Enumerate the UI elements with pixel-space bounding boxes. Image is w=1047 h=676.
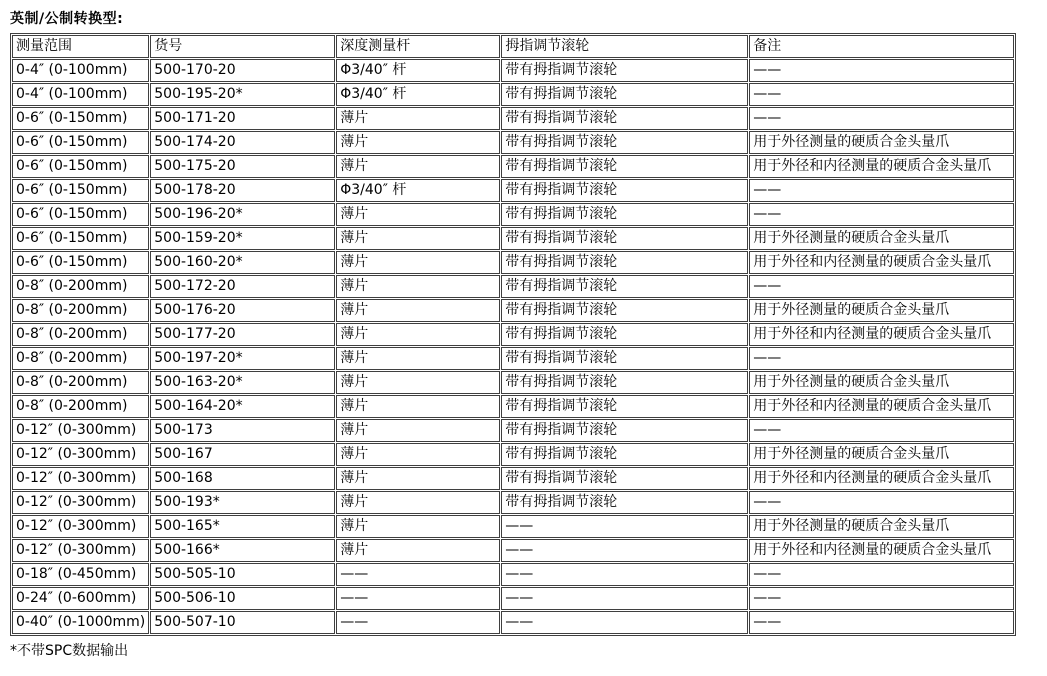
table-cell: 500-197-20* bbox=[150, 347, 335, 370]
table-row bbox=[12, 323, 1014, 346]
table-cell: —— bbox=[336, 563, 500, 586]
table-cell: 带有拇指调节滚轮 bbox=[501, 419, 748, 442]
table-cell: —— bbox=[749, 59, 1014, 82]
table-cell: —— bbox=[749, 419, 1014, 442]
table-cell: 500-176-20 bbox=[150, 299, 335, 322]
table-cell: 用于外径和内径测量的硬质合金头量爪 bbox=[749, 155, 1014, 178]
table-cell: —— bbox=[501, 515, 748, 538]
spec-table bbox=[10, 33, 1016, 636]
table-cell: 带有拇指调节滚轮 bbox=[501, 443, 748, 466]
table-cell: 500-168 bbox=[150, 467, 335, 490]
table-row bbox=[12, 395, 1014, 418]
table-cell: 0-12″ (0-300mm) bbox=[12, 443, 149, 466]
table-row bbox=[12, 83, 1014, 106]
footnote: *不带SPC数据输出 bbox=[10, 643, 129, 659]
table-cell: 带有拇指调节滚轮 bbox=[501, 275, 748, 298]
table-cell: 0-12″ (0-300mm) bbox=[12, 515, 149, 538]
table-row bbox=[12, 131, 1014, 154]
table-cell: 带有拇指调节滚轮 bbox=[501, 491, 748, 514]
table-cell: 500-193* bbox=[150, 491, 335, 514]
table-cell: —— bbox=[336, 587, 500, 610]
table-row bbox=[12, 275, 1014, 298]
table-cell: 500-178-20 bbox=[150, 179, 335, 202]
table-cell: 薄片 bbox=[336, 443, 500, 466]
table-cell: 用于外径测量的硬质合金头量爪 bbox=[749, 299, 1014, 322]
table-cell: 0-6″ (0-150mm) bbox=[12, 179, 149, 202]
table-cell: 薄片 bbox=[336, 107, 500, 130]
table-cell: Φ3/40″ 杆 bbox=[336, 59, 500, 82]
table-cell: 带有拇指调节滚轮 bbox=[501, 395, 748, 418]
column-header: 拇指调节滚轮 bbox=[501, 35, 748, 58]
table-row bbox=[12, 491, 1014, 514]
page-title: 英制/公制转换型: bbox=[10, 11, 124, 27]
table-cell: 0-8″ (0-200mm) bbox=[12, 323, 149, 346]
table-cell: 500-166* bbox=[150, 539, 335, 562]
table-row bbox=[12, 443, 1014, 466]
table-row bbox=[12, 587, 1014, 610]
table-cell: 0-12″ (0-300mm) bbox=[12, 467, 149, 490]
table-cell: 用于外径和内径测量的硬质合金头量爪 bbox=[749, 395, 1014, 418]
table-cell: 薄片 bbox=[336, 371, 500, 394]
table-row bbox=[12, 203, 1014, 226]
table-cell: 薄片 bbox=[336, 515, 500, 538]
table-row bbox=[12, 251, 1014, 274]
table-cell: 0-6″ (0-150mm) bbox=[12, 203, 149, 226]
table-cell: 0-12″ (0-300mm) bbox=[12, 419, 149, 442]
table-row bbox=[12, 467, 1014, 490]
table-row bbox=[12, 539, 1014, 562]
table-cell: —— bbox=[749, 83, 1014, 106]
table-cell: 用于外径测量的硬质合金头量爪 bbox=[749, 227, 1014, 250]
table-cell: 薄片 bbox=[336, 491, 500, 514]
table-cell: 500-159-20* bbox=[150, 227, 335, 250]
table-cell: 带有拇指调节滚轮 bbox=[501, 371, 748, 394]
column-header: 备注 bbox=[749, 35, 1014, 58]
table-cell: 0-40″ (0-1000mm) bbox=[12, 611, 149, 634]
table-cell: 0-12″ (0-300mm) bbox=[12, 539, 149, 562]
table-cell: 带有拇指调节滚轮 bbox=[501, 107, 748, 130]
table-cell: 500-175-20 bbox=[150, 155, 335, 178]
table-row bbox=[12, 347, 1014, 370]
table-cell: —— bbox=[749, 179, 1014, 202]
table-cell: 薄片 bbox=[336, 203, 500, 226]
table-cell: 薄片 bbox=[336, 155, 500, 178]
table-cell: —— bbox=[749, 203, 1014, 226]
table-cell: 带有拇指调节滚轮 bbox=[501, 467, 748, 490]
table-cell: 用于外径测量的硬质合金头量爪 bbox=[749, 131, 1014, 154]
table-cell: 0-4″ (0-100mm) bbox=[12, 83, 149, 106]
table-cell: 用于外径测量的硬质合金头量爪 bbox=[749, 371, 1014, 394]
table-row bbox=[12, 155, 1014, 178]
table-cell: 0-8″ (0-200mm) bbox=[12, 275, 149, 298]
table-cell: 0-8″ (0-200mm) bbox=[12, 395, 149, 418]
table-cell: 带有拇指调节滚轮 bbox=[501, 323, 748, 346]
table-cell: 500-160-20* bbox=[150, 251, 335, 274]
table-cell: 带有拇指调节滚轮 bbox=[501, 155, 748, 178]
table-cell: —— bbox=[501, 587, 748, 610]
table-cell: 薄片 bbox=[336, 467, 500, 490]
table-cell: 薄片 bbox=[336, 227, 500, 250]
table-cell: —— bbox=[501, 539, 748, 562]
table-cell: 0-8″ (0-200mm) bbox=[12, 371, 149, 394]
table-row bbox=[12, 563, 1014, 586]
table-row bbox=[12, 611, 1014, 634]
table-cell: —— bbox=[749, 563, 1014, 586]
table-cell: 0-8″ (0-200mm) bbox=[12, 299, 149, 322]
table-cell: 500-177-20 bbox=[150, 323, 335, 346]
column-header: 测量范围 bbox=[12, 35, 149, 58]
table-cell: 500-507-10 bbox=[150, 611, 335, 634]
table-cell: 500-506-10 bbox=[150, 587, 335, 610]
table-cell: 薄片 bbox=[336, 131, 500, 154]
table-cell: —— bbox=[749, 491, 1014, 514]
table-cell: —— bbox=[501, 611, 748, 634]
table-row bbox=[12, 59, 1014, 82]
table-row bbox=[12, 179, 1014, 202]
table-row bbox=[12, 371, 1014, 394]
table-cell: —— bbox=[336, 611, 500, 634]
table-cell: 带有拇指调节滚轮 bbox=[501, 179, 748, 202]
table-cell: 带有拇指调节滚轮 bbox=[501, 251, 748, 274]
table-cell: 薄片 bbox=[336, 251, 500, 274]
table-cell: 500-173 bbox=[150, 419, 335, 442]
table-cell: —— bbox=[749, 587, 1014, 610]
table-cell: 带有拇指调节滚轮 bbox=[501, 59, 748, 82]
table-cell: 500-505-10 bbox=[150, 563, 335, 586]
table-cell: 0-12″ (0-300mm) bbox=[12, 491, 149, 514]
column-header: 货号 bbox=[150, 35, 335, 58]
table-cell: 薄片 bbox=[336, 539, 500, 562]
table-cell: 带有拇指调节滚轮 bbox=[501, 131, 748, 154]
table-row bbox=[12, 419, 1014, 442]
header-row bbox=[12, 35, 1014, 58]
table-cell: 0-18″ (0-450mm) bbox=[12, 563, 149, 586]
table-cell: 0-6″ (0-150mm) bbox=[12, 107, 149, 130]
table-cell: 带有拇指调节滚轮 bbox=[501, 299, 748, 322]
table-cell: 薄片 bbox=[336, 395, 500, 418]
table-cell: 薄片 bbox=[336, 323, 500, 346]
table-cell: 用于外径测量的硬质合金头量爪 bbox=[749, 443, 1014, 466]
table-cell: 带有拇指调节滚轮 bbox=[501, 227, 748, 250]
table-cell: 0-24″ (0-600mm) bbox=[12, 587, 149, 610]
table-cell: 500-172-20 bbox=[150, 275, 335, 298]
table-cell: Φ3/40″ 杆 bbox=[336, 179, 500, 202]
table-cell: 500-167 bbox=[150, 443, 335, 466]
table-cell: 500-163-20* bbox=[150, 371, 335, 394]
table-cell: 用于外径和内径测量的硬质合金头量爪 bbox=[749, 251, 1014, 274]
table-cell: 0-6″ (0-150mm) bbox=[12, 251, 149, 274]
table-cell: 用于外径和内径测量的硬质合金头量爪 bbox=[749, 467, 1014, 490]
table-row bbox=[12, 227, 1014, 250]
table-cell: 薄片 bbox=[336, 299, 500, 322]
table-cell: Φ3/40″ 杆 bbox=[336, 83, 500, 106]
table-cell: 带有拇指调节滚轮 bbox=[501, 347, 748, 370]
column-header: 深度测量杆 bbox=[336, 35, 500, 58]
table-cell: 带有拇指调节滚轮 bbox=[501, 83, 748, 106]
table-cell: —— bbox=[749, 611, 1014, 634]
table-cell: —— bbox=[501, 563, 748, 586]
table-cell: 用于外径测量的硬质合金头量爪 bbox=[749, 515, 1014, 538]
table-cell: 0-8″ (0-200mm) bbox=[12, 347, 149, 370]
table-cell: —— bbox=[749, 347, 1014, 370]
table-cell: 用于外径和内径测量的硬质合金头量爪 bbox=[749, 539, 1014, 562]
table-body bbox=[12, 59, 1014, 634]
table-cell: 500-170-20 bbox=[150, 59, 335, 82]
table-cell: 0-4″ (0-100mm) bbox=[12, 59, 149, 82]
table-cell: —— bbox=[749, 275, 1014, 298]
table-cell: 500-174-20 bbox=[150, 131, 335, 154]
table-cell: —— bbox=[749, 107, 1014, 130]
table-cell: 薄片 bbox=[336, 275, 500, 298]
table-row bbox=[12, 299, 1014, 322]
table-cell: 0-6″ (0-150mm) bbox=[12, 155, 149, 178]
table-cell: 带有拇指调节滚轮 bbox=[501, 203, 748, 226]
table-cell: 用于外径和内径测量的硬质合金头量爪 bbox=[749, 323, 1014, 346]
table-row bbox=[12, 515, 1014, 538]
table-cell: 500-196-20* bbox=[150, 203, 335, 226]
table-cell: 薄片 bbox=[336, 347, 500, 370]
table-cell: 500-164-20* bbox=[150, 395, 335, 418]
table-cell: 0-6″ (0-150mm) bbox=[12, 227, 149, 250]
table-row bbox=[12, 107, 1014, 130]
table-cell: 500-165* bbox=[150, 515, 335, 538]
table-cell: 500-171-20 bbox=[150, 107, 335, 130]
table-cell: 0-6″ (0-150mm) bbox=[12, 131, 149, 154]
table-cell: 薄片 bbox=[336, 419, 500, 442]
table-cell: 500-195-20* bbox=[150, 83, 335, 106]
